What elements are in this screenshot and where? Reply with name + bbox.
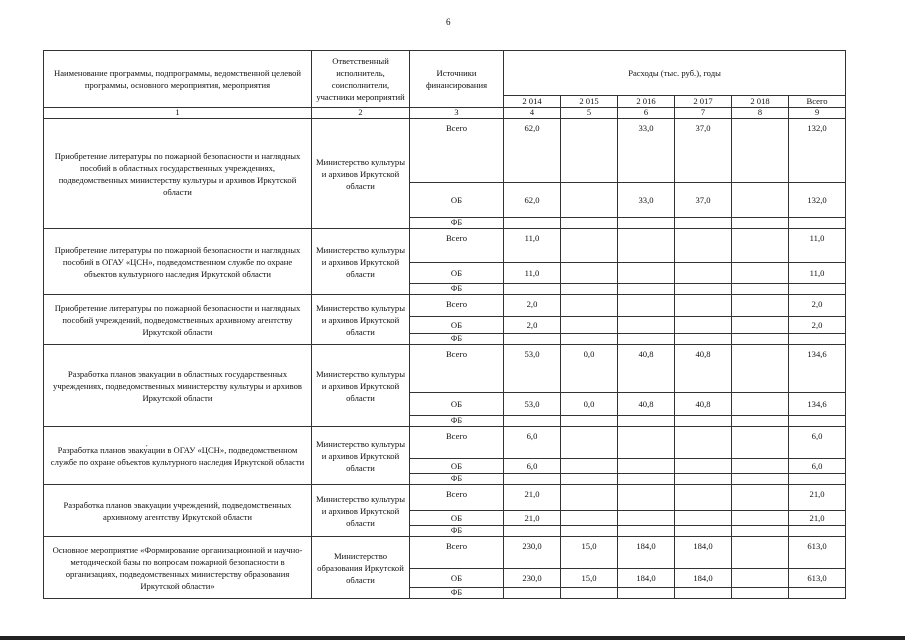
expense-total-cell: 2,0 — [789, 295, 846, 317]
activity-executor: Министерство культуры и архивов Иркутской области — [312, 119, 410, 229]
activity-executor: Министерство культуры и архивов Иркутской области — [312, 345, 410, 427]
activity-row-total — [44, 537, 846, 569]
activity-row-total — [44, 485, 846, 511]
expense-ob-cell — [732, 393, 789, 416]
expense-total-cell: 62,0 — [504, 119, 561, 183]
expense-fb-cell — [618, 284, 675, 295]
source-total-label: Всего — [410, 345, 504, 393]
source-ob-label: ОБ — [410, 393, 504, 416]
activity-row-total — [44, 427, 846, 459]
expense-fb-cell — [561, 416, 618, 427]
expense-total-cell: 40,8 — [675, 345, 732, 393]
source-total-label: Всего — [410, 537, 504, 569]
year-cell: 2 016 — [618, 96, 675, 108]
expense-ob-cell: 230,0 — [504, 569, 561, 588]
activity-executor: Министерство культуры и архивов Иркутской области — [312, 229, 410, 295]
expense-fb-cell — [732, 474, 789, 485]
expense-total-cell: 15,0 — [561, 537, 618, 569]
year-cell: 2 014 — [504, 96, 561, 108]
expense-ob-cell: 134,6 — [789, 393, 846, 416]
header-executor: Ответственный исполнитель, соисполнители, участники мероприятий — [312, 51, 410, 108]
expense-ob-cell: 40,8 — [618, 393, 675, 416]
activity-name: Приобретение литературы по пожарной безопасности и наглядных пособий учреждений, подведомственных архивному агентству Иркутской области — [44, 295, 312, 345]
expense-total-cell: 613,0 — [789, 537, 846, 569]
expense-ob-cell: 15,0 — [561, 569, 618, 588]
source-fb-label: ФБ — [410, 284, 504, 295]
expense-total-cell: 184,0 — [675, 537, 732, 569]
activity-row-total — [44, 119, 846, 183]
expense-fb-cell — [504, 284, 561, 295]
activity-executor: Министерство образования Иркутской области — [312, 537, 410, 599]
expense-fb-cell — [504, 416, 561, 427]
year-cell: 2 015 — [561, 96, 618, 108]
expense-fb-cell — [789, 284, 846, 295]
expense-total-cell — [561, 427, 618, 459]
expense-ob-cell — [675, 263, 732, 284]
expense-total-cell: 230,0 — [504, 537, 561, 569]
expense-ob-cell — [618, 511, 675, 526]
activity-name: Приобретение литературы по пожарной безопасности и наглядных пособий в ОГАУ «ЦСН», подведомственном службе по охране объектов культурного наследия Иркутской области — [44, 229, 312, 295]
expense-ob-cell — [618, 263, 675, 284]
expense-total-cell — [732, 427, 789, 459]
expense-ob-cell — [561, 183, 618, 218]
expense-fb-cell — [618, 218, 675, 229]
expense-ob-cell — [732, 511, 789, 526]
expense-fb-cell — [504, 588, 561, 599]
expense-ob-cell: 62,0 — [504, 183, 561, 218]
column-number: 4 — [504, 108, 561, 119]
activity-row-total — [44, 345, 846, 393]
expense-ob-cell — [732, 317, 789, 334]
expense-ob-cell: 613,0 — [789, 569, 846, 588]
expense-fb-cell — [732, 416, 789, 427]
column-number: 2 — [312, 108, 410, 119]
activity-name: Основное мероприятие «Формирование организационной и научно-методической базы по вопросам пожарной безопасности в организациях, подведомственных министерству образования Иркутской области» — [44, 537, 312, 599]
activity-executor: Министерство культуры и архивов Иркутской области — [312, 485, 410, 537]
expense-total-cell: 37,0 — [675, 119, 732, 183]
expense-ob-cell — [732, 459, 789, 474]
scan-edge — [0, 636, 905, 640]
expense-ob-cell — [675, 317, 732, 334]
source-ob-label: ОБ — [410, 263, 504, 284]
expense-ob-cell — [618, 459, 675, 474]
expense-fb-cell — [732, 334, 789, 345]
year-cell: Всего — [789, 96, 846, 108]
activity-row-total — [44, 295, 846, 317]
expense-total-cell — [732, 119, 789, 183]
expense-total-cell: 6,0 — [789, 427, 846, 459]
expense-total-cell: 11,0 — [504, 229, 561, 263]
expense-ob-cell: 21,0 — [504, 511, 561, 526]
expense-ob-cell: 184,0 — [675, 569, 732, 588]
header-funding-source: Источники финансирования — [410, 51, 504, 108]
column-numbers-row — [44, 108, 846, 119]
expense-fb-cell — [618, 526, 675, 537]
expense-total-cell — [732, 345, 789, 393]
expense-ob-cell: 37,0 — [675, 183, 732, 218]
expense-fb-cell — [561, 526, 618, 537]
column-number: 3 — [410, 108, 504, 119]
expense-fb-cell — [732, 526, 789, 537]
expense-total-cell — [618, 229, 675, 263]
expense-fb-cell — [732, 588, 789, 599]
expense-fb-cell — [675, 526, 732, 537]
expense-fb-cell — [561, 284, 618, 295]
expense-fb-cell — [789, 474, 846, 485]
expense-ob-cell: 6,0 — [504, 459, 561, 474]
source-fb-label: ФБ — [410, 416, 504, 427]
activity-name: Приобретение литературы по пожарной безопасности и наглядных пособий в областных государственных учреждениях, подведомственных министерству культуры и архивов Иркутской области — [44, 119, 312, 229]
source-total-label: Всего — [410, 229, 504, 263]
expense-ob-cell — [732, 183, 789, 218]
expense-total-cell — [732, 537, 789, 569]
expense-total-cell — [618, 485, 675, 511]
expense-ob-cell — [561, 459, 618, 474]
expense-fb-cell — [789, 416, 846, 427]
activity-name: Разработка планов эваку́ации в ОГАУ «ЦСН», подведомственном службе по охране объектов культурного наследия Иркутской области — [44, 427, 312, 485]
source-ob-label: ОБ — [410, 569, 504, 588]
column-number: 1 — [44, 108, 312, 119]
column-number: 7 — [675, 108, 732, 119]
expense-fb-cell — [675, 334, 732, 345]
expense-ob-cell — [618, 317, 675, 334]
expense-total-cell — [732, 229, 789, 263]
expense-ob-cell: 184,0 — [618, 569, 675, 588]
expense-fb-cell — [504, 218, 561, 229]
activity-name: Разработка планов эвакуации в областных государственных учреждениях, подведомственных министерству культуры и архивов Иркутской области — [44, 345, 312, 427]
source-ob-label: ОБ — [410, 511, 504, 526]
expense-ob-cell — [561, 317, 618, 334]
expense-fb-cell — [789, 334, 846, 345]
expense-ob-cell — [732, 569, 789, 588]
expense-total-cell: 21,0 — [504, 485, 561, 511]
source-fb-label: ФБ — [410, 474, 504, 485]
expense-total-cell — [732, 485, 789, 511]
expense-fb-cell — [561, 474, 618, 485]
column-number: 8 — [732, 108, 789, 119]
expense-total-cell: 11,0 — [789, 229, 846, 263]
activity-executor: Министерство культуры и архивов Иркутской области — [312, 427, 410, 485]
expense-ob-cell — [675, 511, 732, 526]
source-total-label: Всего — [410, 119, 504, 183]
activity-row-total — [44, 229, 846, 263]
source-ob-label: ОБ — [410, 183, 504, 218]
expense-fb-cell — [561, 218, 618, 229]
expense-ob-cell — [675, 459, 732, 474]
expense-ob-cell: 40,8 — [675, 393, 732, 416]
expense-ob-cell: 33,0 — [618, 183, 675, 218]
expense-total-cell: 21,0 — [789, 485, 846, 511]
program-expenses-table — [43, 50, 846, 599]
expense-ob-cell: 11,0 — [504, 263, 561, 284]
expense-total-cell: 0,0 — [561, 345, 618, 393]
expense-total-cell — [561, 295, 618, 317]
expense-total-cell: 134,6 — [789, 345, 846, 393]
expense-ob-cell: 0,0 — [561, 393, 618, 416]
expense-total-cell: 53,0 — [504, 345, 561, 393]
expense-ob-cell: 11,0 — [789, 263, 846, 284]
expense-total-cell — [675, 295, 732, 317]
expense-ob-cell — [732, 263, 789, 284]
year-cell: 2 017 — [675, 96, 732, 108]
expense-ob-cell — [561, 511, 618, 526]
expense-total-cell — [675, 485, 732, 511]
source-fb-label: ФБ — [410, 334, 504, 345]
activity-executor: Министерство культуры и архивов Иркутской области — [312, 295, 410, 345]
expense-fb-cell — [789, 588, 846, 599]
expense-fb-cell — [789, 526, 846, 537]
expense-total-cell: 40,8 — [618, 345, 675, 393]
expense-total-cell — [561, 229, 618, 263]
expense-ob-cell: 6,0 — [789, 459, 846, 474]
expense-fb-cell — [504, 474, 561, 485]
source-fb-label: ФБ — [410, 218, 504, 229]
expense-ob-cell: 2,0 — [789, 317, 846, 334]
expense-total-cell — [675, 427, 732, 459]
source-total-label: Всего — [410, 485, 504, 511]
header-row — [44, 51, 846, 96]
expense-total-cell: 2,0 — [504, 295, 561, 317]
expense-ob-cell: 2,0 — [504, 317, 561, 334]
column-number: 5 — [561, 108, 618, 119]
expense-fb-cell — [561, 588, 618, 599]
expense-fb-cell — [675, 588, 732, 599]
source-ob-label: ОБ — [410, 317, 504, 334]
expense-ob-cell: 21,0 — [789, 511, 846, 526]
expense-ob-cell: 53,0 — [504, 393, 561, 416]
expense-total-cell — [561, 485, 618, 511]
expense-total-cell — [675, 229, 732, 263]
source-fb-label: ФБ — [410, 588, 504, 599]
expense-ob-cell: 132,0 — [789, 183, 846, 218]
expense-total-cell: 184,0 — [618, 537, 675, 569]
source-total-label: Всего — [410, 427, 504, 459]
expense-fb-cell — [789, 218, 846, 229]
expense-fb-cell — [675, 284, 732, 295]
expense-fb-cell — [618, 334, 675, 345]
expense-ob-cell — [561, 263, 618, 284]
expense-total-cell — [732, 295, 789, 317]
expense-total-cell: 6,0 — [504, 427, 561, 459]
expense-fb-cell — [675, 218, 732, 229]
expense-total-cell: 132,0 — [789, 119, 846, 183]
source-ob-label: ОБ — [410, 459, 504, 474]
expense-total-cell — [618, 427, 675, 459]
activity-name: Разработка планов эвакуации учреждений, подведомственных архивному агентству Иркутской области — [44, 485, 312, 537]
expense-fb-cell — [504, 334, 561, 345]
header-program-name: Наименование программы, подпрограммы, ведомственной целевой программы, основного мероприятия, мероприятия — [44, 51, 312, 108]
expense-fb-cell — [561, 334, 618, 345]
expense-fb-cell — [732, 218, 789, 229]
page-number: 6 — [446, 17, 451, 27]
year-cell: 2 018 — [732, 96, 789, 108]
expense-fb-cell — [675, 416, 732, 427]
source-fb-label: ФБ — [410, 526, 504, 537]
expense-total-cell — [618, 295, 675, 317]
expense-fb-cell — [618, 474, 675, 485]
source-total-label: Всего — [410, 295, 504, 317]
column-number: 6 — [618, 108, 675, 119]
expense-fb-cell — [618, 588, 675, 599]
expense-fb-cell — [618, 416, 675, 427]
expense-total-cell — [561, 119, 618, 183]
expense-fb-cell — [504, 526, 561, 537]
header-expenses: Расходы (тыс. руб.), годы — [504, 51, 846, 96]
expense-fb-cell — [732, 284, 789, 295]
expense-fb-cell — [675, 474, 732, 485]
column-number: 9 — [789, 108, 846, 119]
expense-total-cell: 33,0 — [618, 119, 675, 183]
